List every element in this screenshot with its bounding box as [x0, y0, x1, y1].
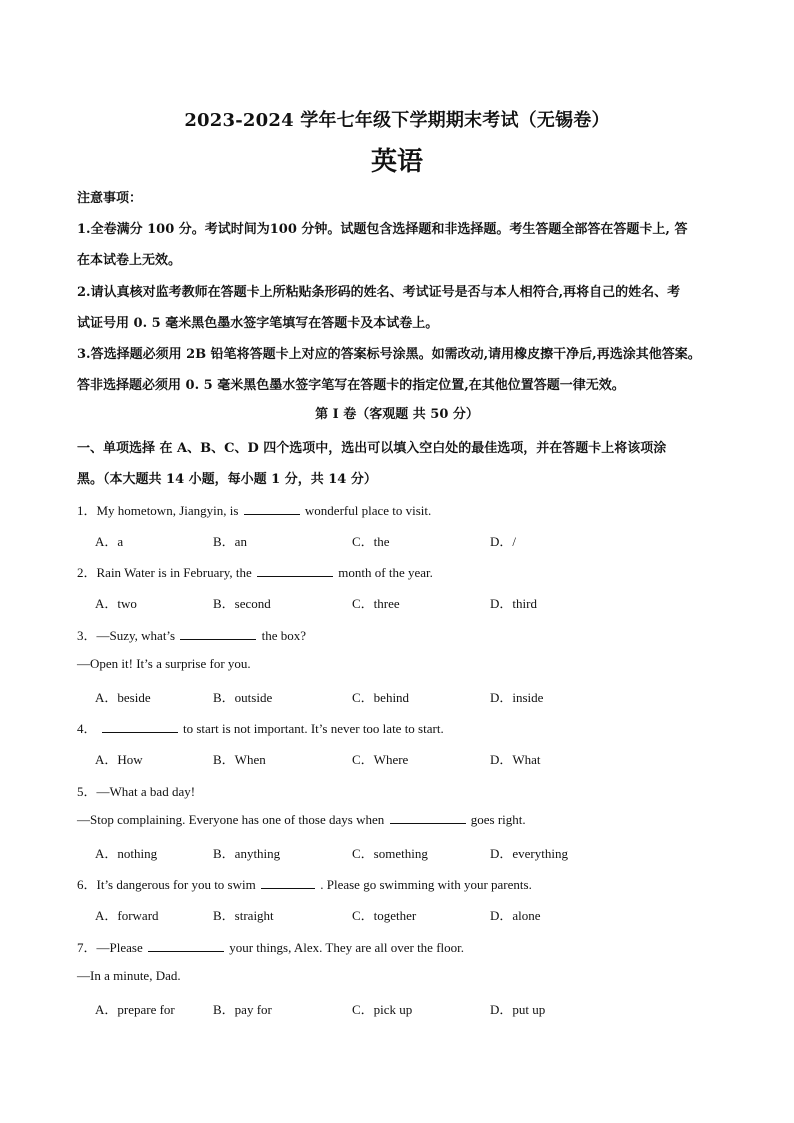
- option-c: C．pick up: [352, 1002, 413, 1017]
- option-d: D．inside: [490, 690, 544, 705]
- question-text: . Please go swimming with your parents.: [320, 877, 532, 892]
- answer-blank: [390, 812, 466, 824]
- exam-title: 2023-2024 学年七年级下学期期末考试（无锡卷）: [184, 110, 610, 131]
- section-instructions: 黑。（本大题共 14 小题，每小题 1 分，共 14 分）: [77, 472, 377, 487]
- question-text: 3．—Suzy, what’s: [77, 628, 176, 643]
- question-text: the box?: [261, 628, 307, 643]
- question-7-reply: —In a minute, Dad.: [77, 968, 181, 983]
- option-d: D．put up: [490, 1002, 546, 1017]
- option-b: B．When: [213, 752, 266, 767]
- question-5: 5．—What a bad day!: [77, 784, 196, 799]
- section-instructions: 一、单项选择 在 A、B、C、D 四个选项中，选出可以填入空白处的最佳选项，并在答题卡上将该项涂: [77, 441, 667, 456]
- answer-blank: [180, 628, 256, 640]
- option-a: A．two: [95, 596, 137, 611]
- option-d: D．third: [490, 596, 537, 611]
- option-a: A．How: [95, 752, 143, 767]
- answer-blank: [148, 940, 224, 952]
- notice-line: 试证号用 0. 5 毫米黑色墨水签字笔填写在答题卡及本试卷上。: [77, 316, 439, 331]
- notice-heading: 注意事项：: [77, 191, 143, 206]
- option-d: D．What: [490, 752, 541, 767]
- option-d: D．alone: [490, 908, 541, 923]
- answer-blank: [244, 503, 300, 515]
- question-text: 2．Rain Water is in February, the: [77, 565, 252, 580]
- option-b: B．outside: [213, 690, 273, 705]
- question-3: [77, 625, 717, 644]
- option-c: C．three: [352, 596, 400, 611]
- question-text: —Stop complaining. Everyone has one of those days when: [77, 812, 385, 827]
- notice-line: 3.答选择题必须用 2B 铅笔将答题卡上对应的答案标号涂黑。如需改动,请用橡皮擦干净后,再选涂其他答案。: [77, 347, 701, 362]
- question-text: 1．My hometown, Jiangyin, is: [77, 503, 239, 518]
- question-3-reply: —Open it! It’s a surprise for you.: [77, 656, 251, 671]
- option-d: D．/: [490, 534, 517, 549]
- option-b: B．anything: [213, 846, 281, 861]
- question-2: [77, 562, 717, 581]
- question-7: [77, 937, 717, 956]
- question-5-reply: [77, 812, 717, 828]
- question-text: 6．It’s dangerous for you to swim: [77, 877, 256, 892]
- notice-line: 在本试卷上无效。: [77, 253, 182, 268]
- option-c: C．Where: [352, 752, 409, 767]
- option-d: D．everything: [490, 846, 568, 861]
- question-1: [77, 500, 717, 519]
- question-text: your things, Alex. They are all over the floor.: [229, 940, 465, 955]
- subject-title: 英语: [370, 147, 423, 177]
- answer-blank: [257, 565, 333, 577]
- option-a: A．a: [95, 534, 124, 549]
- notice-line: 2.请认真核对监考教师在答题卡上所粘贴条形码的姓名、考试证号是否与本人相符合,再将自己的姓名、考: [77, 285, 681, 300]
- question-text: wonderful place to visit.: [304, 503, 432, 518]
- notice-line: 1.全卷满分 100 分。考试时间为100 分钟。试题包含选择题和非选择题。考生答题全部答在答题卡上, 答: [77, 222, 688, 237]
- option-b: B．second: [213, 596, 271, 611]
- section-title: 第 I 卷（客观题 共 50 分）: [315, 407, 479, 422]
- option-a: A．forward: [95, 908, 159, 923]
- option-a: A．prepare for: [95, 1002, 175, 1017]
- option-b: B．an: [213, 534, 247, 549]
- notice-line: 答非选择题必须用 0. 5 毫米黑色墨水签字笔写在答题卡的指定位置,在其他位置答题一律无效。: [77, 378, 625, 393]
- option-c: C．the: [352, 534, 390, 549]
- option-b: B．straight: [213, 908, 274, 923]
- option-c: C．something: [352, 846, 428, 861]
- answer-blank: [261, 877, 315, 889]
- question-text: goes right.: [470, 812, 526, 827]
- option-c: C．together: [352, 908, 417, 923]
- answer-blank: [102, 721, 178, 733]
- question-text: to start is not important. It’s never too late to start.: [183, 721, 444, 736]
- question-6: [77, 874, 717, 893]
- question-text: 7．—Please: [77, 940, 143, 955]
- option-c: C．behind: [352, 690, 410, 705]
- question-text: month of the year.: [338, 565, 433, 580]
- option-b: B．pay for: [213, 1002, 272, 1017]
- option-a: A．beside: [95, 690, 151, 705]
- question-text: 4．: [77, 721, 97, 736]
- option-a: A．nothing: [95, 846, 158, 861]
- question-4: [77, 718, 717, 737]
